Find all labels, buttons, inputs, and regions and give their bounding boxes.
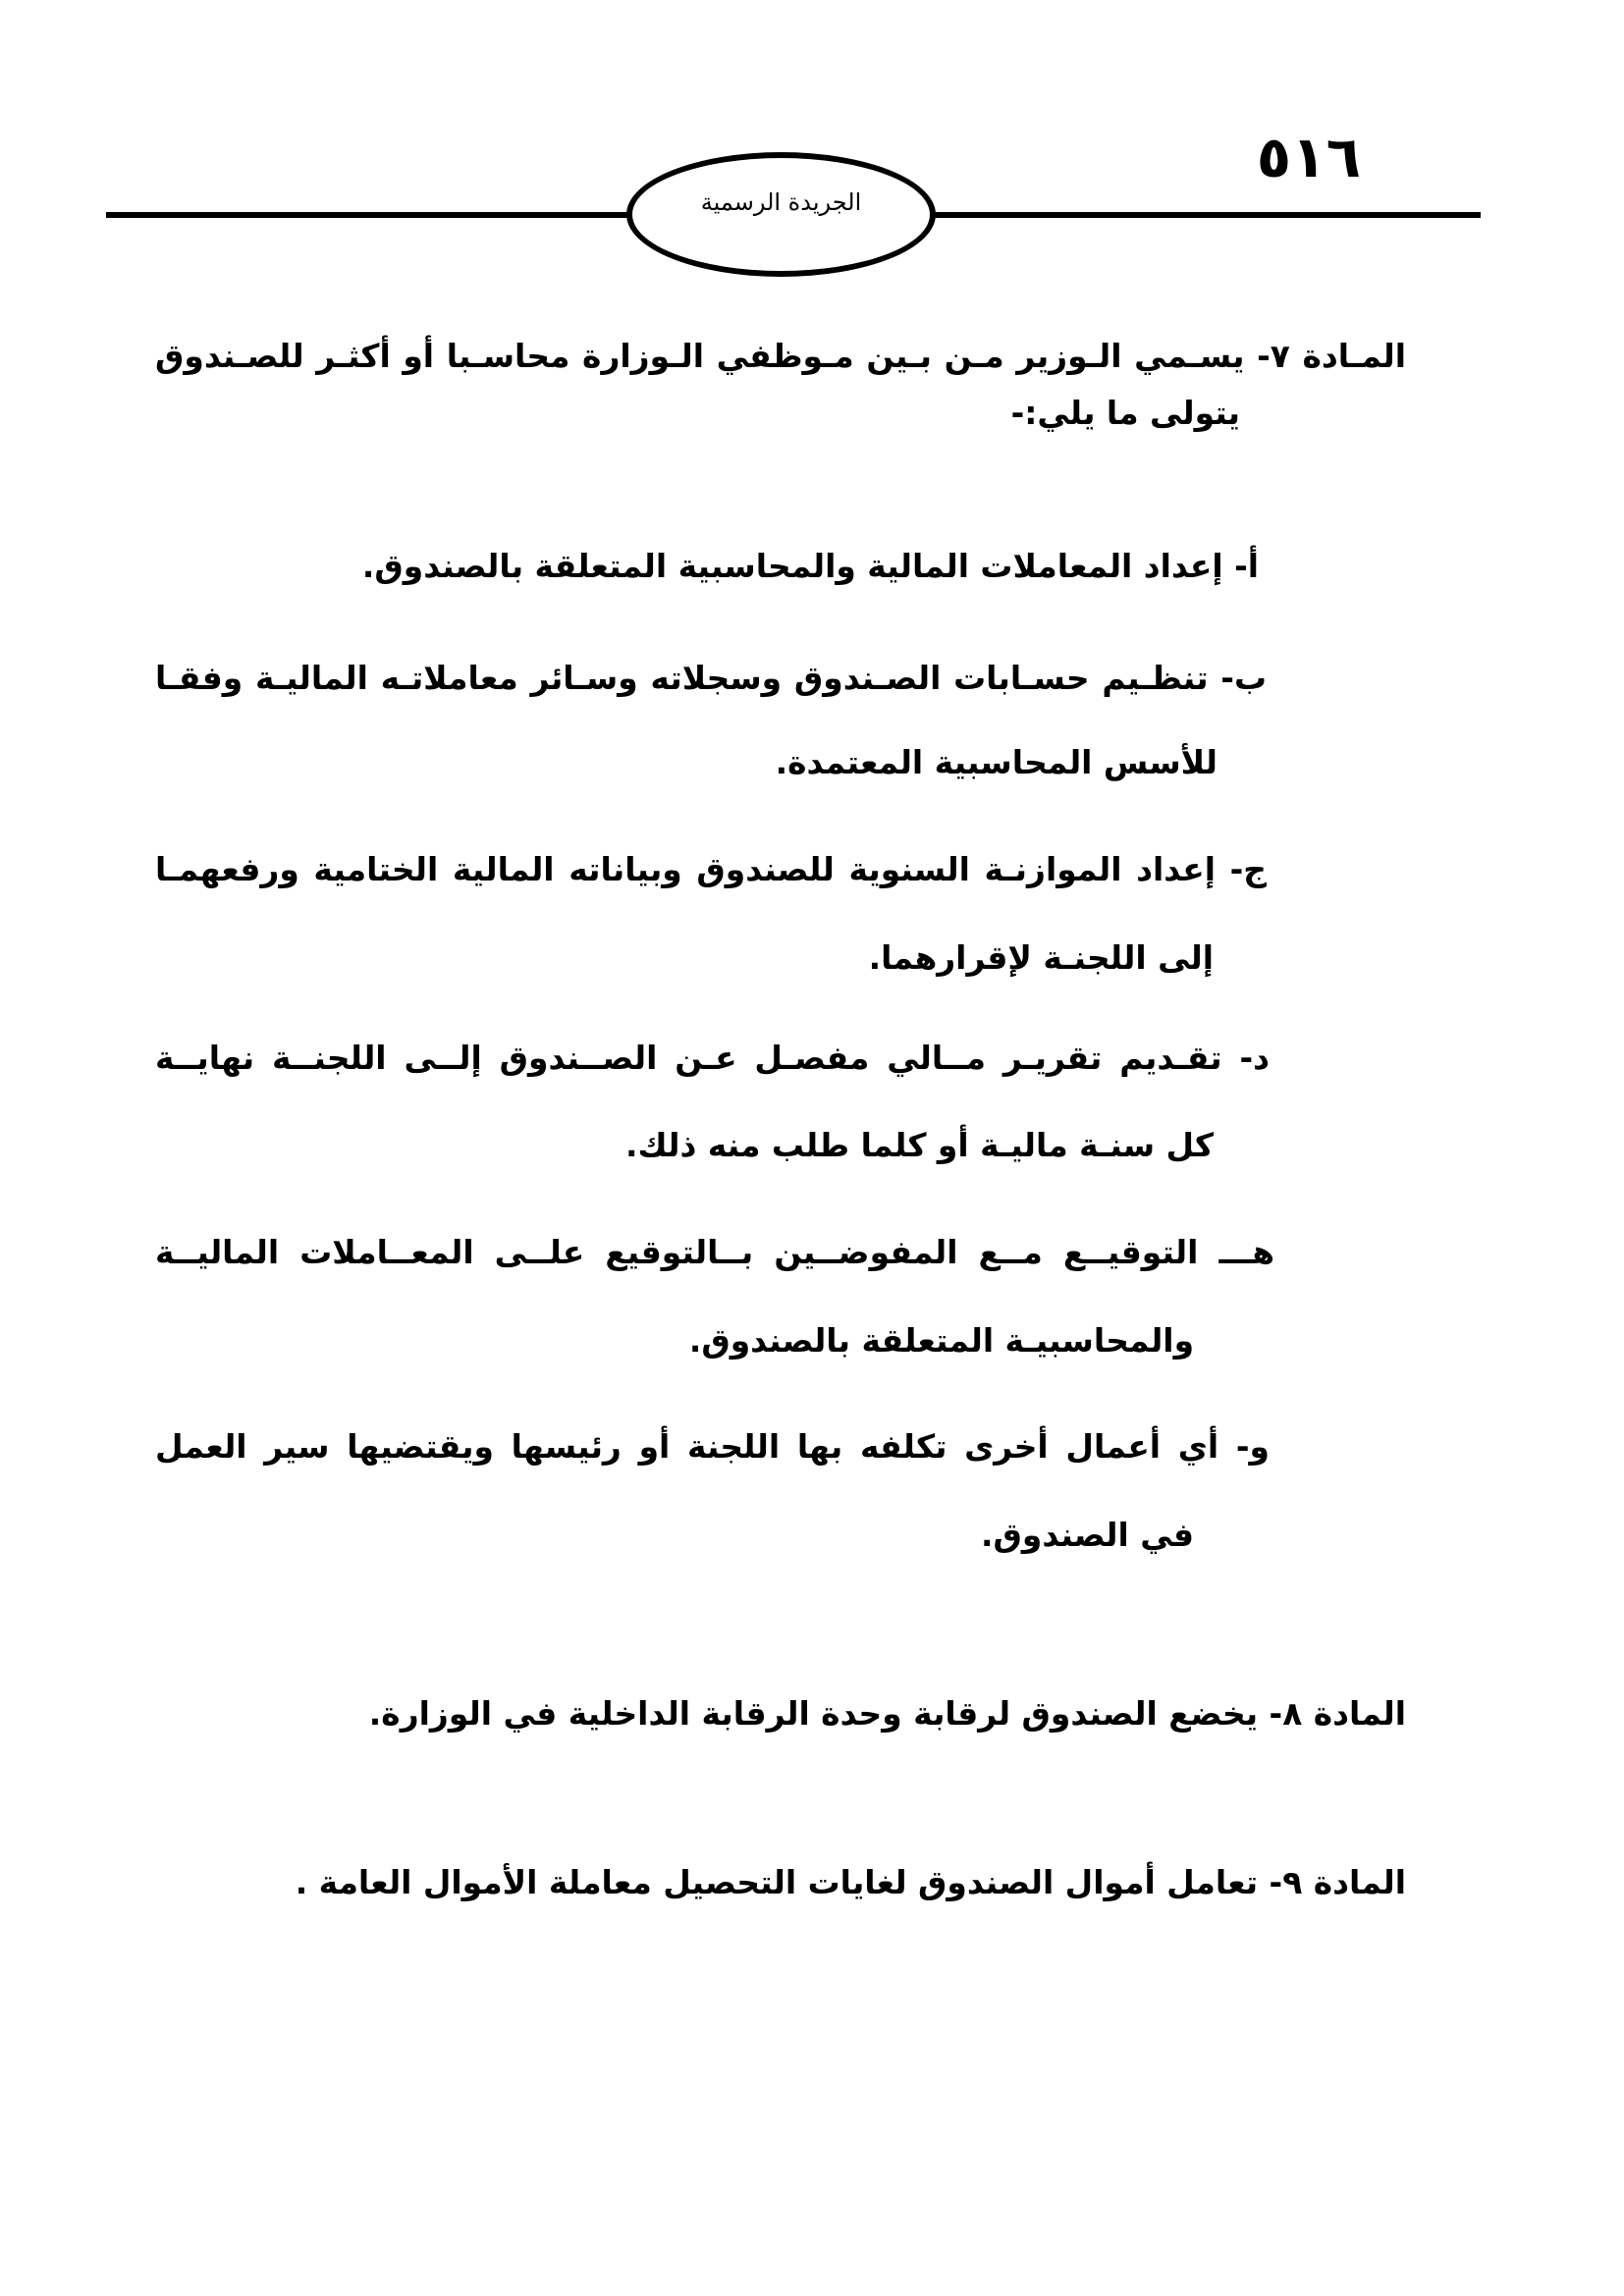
page-number: ٥١٦ — [1256, 124, 1361, 190]
duty-w-text-1: و- أي أعمال أخرى تكلفه بها اللجنة أو رئيسها ويقتضيها سير العمل — [155, 1427, 1270, 1466]
article-8-line-1 — [59, 1684, 1406, 1743]
duty-b-text-2: للأسس المحاسبية المعتمدة. — [775, 743, 1218, 781]
duty-b-line-1 — [155, 649, 1267, 708]
duty-h-line-2 — [98, 1311, 1194, 1370]
duty-h-line-1 — [155, 1223, 1274, 1282]
article-7-line-2 — [98, 384, 1240, 443]
article-7-text-2: يتولى ما يلي:- — [1010, 394, 1240, 432]
duty-w-text-2: في الصندوق. — [981, 1516, 1194, 1554]
duty-w-line-2 — [98, 1506, 1194, 1565]
duty-d-text-1: د- تقـديم تقريـر مــالي مفصـل عـن الصــندوق إلــى اللجنــة نهايــة — [155, 1039, 1270, 1077]
duty-b-line-2 — [98, 733, 1218, 792]
article-7-text-1: المـادة ٧- يسـمي الـوزير مـن بـين مـوظفي الـوزارة محاسـبا أو أكثـر للصـندوق — [155, 337, 1406, 375]
article-7-line-1 — [155, 327, 1406, 386]
duty-b-text-1: ب- تنظـيم حسـابات الصـندوق وسجلاته وسـائر معاملاتـه الماليـة وفقـا — [155, 659, 1267, 697]
duty-h-text-1: هـــ التوقيــع مــع المفوضــين بــالتوقيع علــى المعــاملات الماليــة — [155, 1233, 1274, 1271]
article-9-line-1 — [59, 1853, 1406, 1912]
duty-d-line-1 — [155, 1029, 1270, 1088]
duty-d-text-2: كل سنـة ماليـة أو كلما طلب منه ذلك. — [625, 1126, 1214, 1164]
article-8-text: المادة ٨- يخضع الصندوق لرقابة وحدة الرقابة الداخلية في الوزارة. — [368, 1694, 1406, 1733]
gazette-title: الجريدة الرسمية — [700, 188, 862, 216]
duty-c-line-1 — [155, 840, 1267, 899]
duty-w-line-1 — [155, 1417, 1270, 1476]
duty-c-text-1: ج- إعداد الموازنـة السنوية للصندوق وبياناته المالية الختامية ورفعهمـا — [155, 850, 1267, 888]
duty-c-text-2: إلى اللجنـة لإقرارهما. — [868, 938, 1214, 977]
duty-d-line-2 — [98, 1116, 1214, 1175]
duty-h-text-2: والمحاسبيـة المتعلقة بالصندوق. — [688, 1321, 1194, 1360]
duty-c-line-2 — [98, 929, 1214, 988]
gazette-emblem-oval — [626, 152, 936, 277]
article-9-text: المادة ٩- تعامل أموال الصندوق لغايات التحصيل معاملة الأموال العامة . — [295, 1863, 1406, 1901]
duty-a-line-1 — [98, 537, 1259, 596]
duty-a-text-1: أ- إعداد المعاملات المالية والمحاسبية المتعلقة بالصندوق. — [361, 547, 1259, 585]
